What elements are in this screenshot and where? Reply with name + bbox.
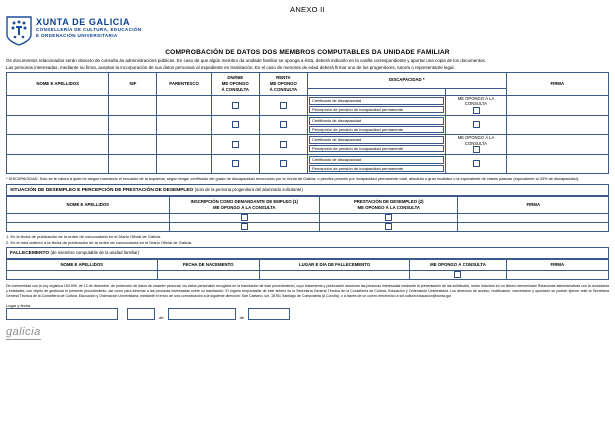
cell-name[interactable] <box>7 223 170 232</box>
cell-disability-oppose[interactable] <box>446 116 506 135</box>
table-header-row <box>7 73 609 89</box>
death-table <box>6 259 609 280</box>
checkbox-inscripcion[interactable] <box>241 214 248 221</box>
checkbox-dni[interactable] <box>232 141 239 148</box>
header-disability-options <box>307 88 445 95</box>
org-line2: E ORDENACIÓN UNIVERSITARIA <box>36 33 118 38</box>
cell-disability-options[interactable] <box>307 96 445 116</box>
section-title-death: FALLECEMENTO <box>10 251 50 257</box>
cell-name[interactable] <box>7 214 170 223</box>
intro-paragraph-2: Las personas interesadas, mediante su firma, aceptan la incorporación de sus datos personais al expediente en tramitación. En el caso de menores de edad deberá firmar uno de los progenitores, tutor/a o representante legal. <box>6 65 455 70</box>
cell-firma[interactable] <box>458 214 609 223</box>
disability-option-pension[interactable]: Percepción de pensión de incapacidad permanente <box>309 126 444 134</box>
header-firma: FIRMA <box>506 260 608 271</box>
annex-label: ANEXO II <box>290 5 325 14</box>
note-1: 1. En la fecha de publicación de la orden de convocatoria en el Diario Oficial de Galicia. <box>6 234 162 240</box>
table-row[interactable] <box>7 116 609 135</box>
family-members-table <box>6 72 609 174</box>
section-subtitle-unemployment: (solo de la persona progenitora del alumnado solicitante) <box>194 187 303 193</box>
header-nif: NIF <box>109 73 157 96</box>
cell-firma[interactable] <box>506 135 608 155</box>
header-renta-line-1: RENTA <box>276 75 291 80</box>
checkbox-disability-oppose[interactable] <box>473 160 480 167</box>
header-prestacion <box>320 197 458 214</box>
checkbox-renta[interactable] <box>280 160 287 167</box>
year-prep: de <box>239 315 245 321</box>
cell-disability-options[interactable] <box>307 116 445 135</box>
day-input[interactable] <box>127 308 155 320</box>
unemployment-table <box>6 196 609 232</box>
checkbox-oponerse[interactable] <box>454 271 461 278</box>
org-text <box>36 16 141 39</box>
org-line1: CONSELLERÍA DE CULTURA, EDUCACIÓN <box>36 27 142 32</box>
cell-nif[interactable] <box>109 155 157 174</box>
xunta-shield-icon <box>6 16 32 46</box>
header-dni-line-1: DNI/NIE <box>227 75 244 80</box>
legal-notice: De conformidad con la Ley orgánica 15/1999, de 13 de diciembre, de protección de datos de carácter personal, los datos personales recogidos en la tramitación de este procedimiento, cuyo tratamiento y publicación autorizan las personas interesadas mediante la presentación de las solicitudes, serán incluidos en un fichero denominado Relaciones administrativas con la ciudadanía y entidades, con objeto de gestionar el presente procedimiento, así como para informar a las personas interesadas sobre su tramitación. El órgano responsable de este fichero es la Secretaría General Técnica de la Consellería de Cultura, Educación y Ordenación Universitaria. Los derechos de acceso, rectificación, cancelación y oposición se podrán ejercer ante la Secretaría General Técnica de la Consellería de Cultura, Educación y Ordenación Universitaria, mediante el envío de una comunicación a la siguiente dirección: San Caetano, s/n, 15781 Santiago de Compostela (A Coruña), o a través de un correo electrónico a sxt.cultura.educacion@xunta.gal <box>6 284 609 298</box>
unemployment-notes <box>6 234 609 245</box>
cell-oponerse-checkbox[interactable] <box>410 271 506 280</box>
cell-disability-oppose[interactable] <box>446 96 506 116</box>
cell-inscripcion-checkbox[interactable] <box>169 214 320 223</box>
oppose-label-line-1: ME OPONGO Á LA <box>457 96 495 101</box>
month-input[interactable] <box>168 308 236 320</box>
cell-name[interactable] <box>7 96 109 116</box>
cell-parentesco[interactable] <box>157 96 211 116</box>
cell-fecha[interactable] <box>157 271 259 280</box>
checkbox-renta[interactable] <box>280 102 287 109</box>
cell-name[interactable] <box>7 155 109 174</box>
header-inscripcion-line-2: ME OPONGO Á LA CONSULTA <box>213 205 276 211</box>
cell-lugar[interactable] <box>259 271 410 280</box>
cell-nif[interactable] <box>109 135 157 155</box>
cell-name[interactable] <box>7 135 109 155</box>
section-subtitle-death: (de miembro computable de la unidad familiar) <box>50 250 140 256</box>
disability-option-certificate[interactable]: Certificado de discapacidad <box>309 117 444 125</box>
cell-renta-checkbox[interactable] <box>259 155 307 174</box>
checkbox-renta[interactable] <box>280 121 287 128</box>
header-renta-line-2: ME OPONGO <box>269 81 297 86</box>
section-title-unemployment: SITUACIÓN DE DESEMPLEO E PERCEPCIÓN DE PRESTACIÓN DE DESEMPLEO <box>10 188 194 194</box>
disability-option-certificate[interactable]: Certificado de discapacidad <box>309 136 444 144</box>
header-name: NOME E APELLIDOS <box>7 73 109 96</box>
header-inscripcion-line-1: INSCRIPCIÓN COMO DEMANDANTE DE EMPLEO (1) <box>190 199 298 205</box>
header-fecha: FECHA DE NACEMENTO <box>157 260 259 271</box>
cell-dni-checkbox[interactable] <box>211 155 259 174</box>
disability-option-certificate[interactable]: Certificado de discapacidad <box>309 156 444 164</box>
header-dni-line-3: Á CONSULTA <box>221 87 249 92</box>
header-renta-line-3: Á CONSULTA <box>269 87 298 92</box>
bottom-brand-text: galicia <box>6 326 41 339</box>
disability-option-pension[interactable]: Percepción de pensión de incapacidad permanente <box>309 106 444 114</box>
year-input[interactable] <box>248 308 290 320</box>
cell-firma[interactable] <box>506 155 608 174</box>
cell-renta-checkbox[interactable] <box>259 96 307 116</box>
section-band-death <box>6 247 609 259</box>
checkbox-dni[interactable] <box>232 102 239 109</box>
checkbox-disability-oppose[interactable] <box>473 121 480 128</box>
cell-dni-checkbox[interactable] <box>211 135 259 155</box>
header-discapacidad: DISCAPACIDAD * <box>307 73 506 89</box>
header-dni-nie <box>211 73 259 96</box>
table-row[interactable] <box>7 214 609 223</box>
cell-renta-checkbox[interactable] <box>259 135 307 155</box>
cell-firma[interactable] <box>506 116 608 135</box>
cell-prestacion-checkbox[interactable] <box>320 214 458 223</box>
signature-row <box>6 303 609 320</box>
cell-disability-options[interactable] <box>307 155 445 174</box>
table-row[interactable] <box>7 155 609 174</box>
cell-nif[interactable] <box>109 116 157 135</box>
org-name: XUNTA DE GALICIA <box>36 17 131 27</box>
header-lugar: LUGAR E DÍA DE FALLECEMENTO <box>259 260 410 271</box>
cell-disability-oppose[interactable] <box>446 135 506 155</box>
cell-name[interactable] <box>7 116 109 135</box>
bottom-brand <box>6 326 609 340</box>
table-header-row <box>7 260 609 271</box>
cell-parentesco[interactable] <box>157 116 211 135</box>
header-dni-line-2: ME OPONGO <box>221 81 249 86</box>
cell-firma[interactable] <box>506 96 608 116</box>
disability-footnote: * DISCAPACIDAD. Solo se te valora a quien le alegue marcando el recuadro de la izquierda, según tenga: certificado del grado de discapacidad reconocido por la Xunta de Galicia; o perciba pensión por incapacidad permanente total, absoluta o gran invalidez o la equivalente de clases pasivas (equivalente al 33% de discapacidad). <box>6 176 580 182</box>
table-header-row <box>7 197 609 214</box>
header-prestacion-line-2: ME OPONGO Á LA CONSULTA <box>357 205 420 211</box>
cell-dni-checkbox[interactable] <box>211 96 259 116</box>
checkbox-dni[interactable] <box>232 160 239 167</box>
cell-disability-options[interactable] <box>307 135 445 155</box>
note-2: 2. En el mes anterior a la fecha de publicación de la orden de convocatoria en el Diario Oficial de Galicia. <box>6 239 193 245</box>
document-header <box>6 16 609 46</box>
cell-dni-checkbox[interactable] <box>211 116 259 135</box>
table-row[interactable] <box>7 271 609 280</box>
place-date-label: Lugar y fecha <box>6 303 31 309</box>
table-row[interactable] <box>7 223 609 232</box>
intro-paragraph-1: Os documentos relacionados serán obxecto de consulta ás administracións públicas. En caso de que algún membro da unidade familiar se oponga a ésta, deberá indicarlo en la casilla correspondiente y aportar una copia de los documentos. <box>6 58 487 63</box>
checkbox-disability-oppose[interactable] <box>473 107 480 114</box>
cell-prestacion-checkbox[interactable] <box>320 223 458 232</box>
cell-inscripcion-checkbox[interactable] <box>169 223 320 232</box>
page-title: COMPROBACIÓN DE DATOS DOS MEMBROS COMPUTABLES DA UNIDADE FAMILIAR <box>165 49 450 56</box>
checkbox-renta[interactable] <box>280 141 287 148</box>
header-disability-oppose <box>446 88 506 95</box>
oppose-label-line-2: CONSULTA <box>464 140 488 146</box>
checkbox-inscripcion[interactable] <box>241 223 248 230</box>
header-firma: FIRMA <box>458 197 609 214</box>
cell-name[interactable] <box>7 271 158 280</box>
cell-disability-oppose[interactable] <box>446 155 506 174</box>
disability-option-certificate[interactable]: Certificado de discapacidad <box>309 97 444 105</box>
header-inscripcion <box>169 197 320 214</box>
cell-nif[interactable] <box>109 96 157 116</box>
checkbox-prestacion[interactable] <box>385 214 392 221</box>
cell-firma[interactable] <box>506 271 608 280</box>
oppose-label-line-2: CONSULTA <box>464 101 488 107</box>
disability-option-pension[interactable]: Percepción de pensión de incapacidad permanente <box>309 145 444 153</box>
disability-option-pension[interactable]: Percepción de pensión de incapacidad permanente <box>309 165 444 173</box>
comma-separator: , <box>122 315 124 321</box>
checkbox-dni[interactable] <box>232 121 239 128</box>
oppose-label-line-1: ME OPONGO Á LA <box>457 135 495 141</box>
cell-firma[interactable] <box>458 223 609 232</box>
month-prep: de <box>159 315 164 321</box>
checkbox-disability-oppose[interactable] <box>473 146 480 153</box>
cell-renta-checkbox[interactable] <box>259 116 307 135</box>
header-name: NOME E APELLIDOS <box>7 197 170 214</box>
checkbox-prestacion[interactable] <box>385 223 392 230</box>
cell-parentesco[interactable] <box>157 135 211 155</box>
header-name: NOME E APELLIDOS <box>7 260 158 271</box>
section-band-unemployment <box>6 184 609 196</box>
header-firma: FIRMA <box>506 73 608 96</box>
header-oponerse: ME OPONGO Á CONSULTA <box>410 260 506 271</box>
header-parentesco: PARENTESCO <box>157 73 211 96</box>
header-prestacion-line-1: PRESTACIÓN DE DESEMPLEO (2) <box>353 199 424 205</box>
place-input[interactable] <box>6 308 118 320</box>
table-row[interactable] <box>7 96 609 116</box>
cell-parentesco[interactable] <box>157 155 211 174</box>
header-renta <box>259 73 307 96</box>
table-row[interactable] <box>7 135 609 155</box>
